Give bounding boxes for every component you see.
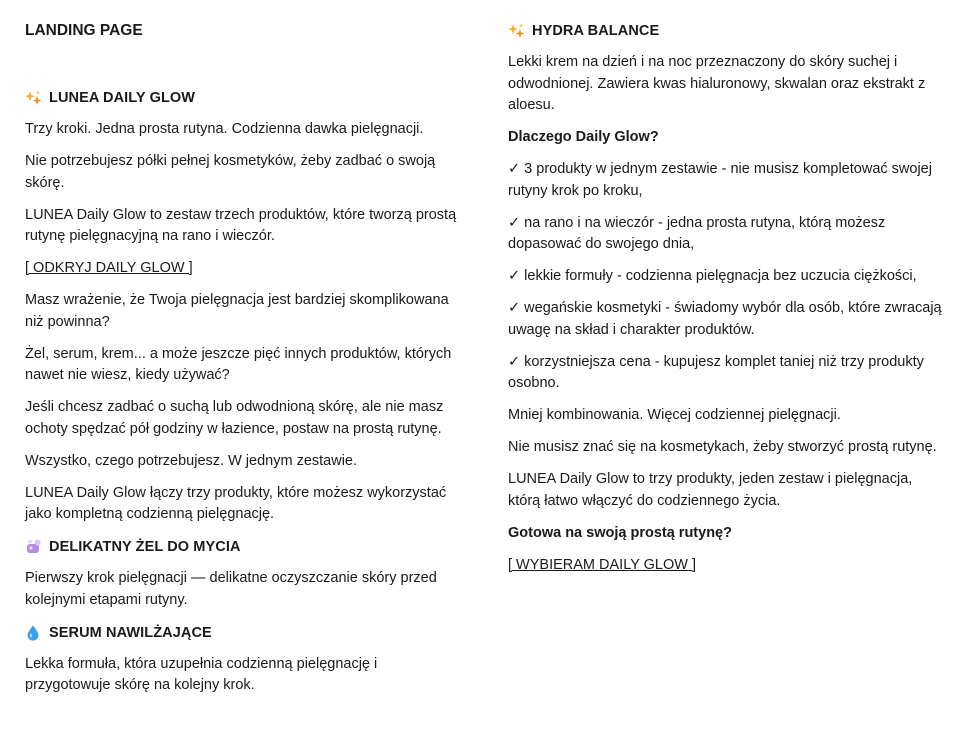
section-heading-text: LUNEA DAILY GLOW [49, 90, 196, 106]
benefit-item: ✓ lekkie formuły - codzienna pielęgnacja bez uczucia ciężkości, [508, 268, 917, 284]
benefit-item: ✓ korzystniejsza cena - kupujesz komplet taniej niż trzy produkty osobno. [508, 353, 924, 391]
paragraph: Żel, serum, krem... a może jeszcze pięć innych produktów, których nawet nie wiesz, kiedy używać? [25, 345, 452, 383]
droplet-icon [25, 625, 42, 641]
right-column [508, 19, 948, 732]
benefit-item: ✓ na rano i na wieczór - jedna prosta rutyna, którą możesz dopasować do swojego dnia, [508, 214, 886, 252]
page-title: LANDING PAGE [25, 22, 143, 39]
paragraph: Nie musisz znać się na kosmetykach, żeby stworzyć prostą rutynę. [508, 439, 937, 455]
paragraph: Masz wrażenie, że Twoja pielęgnacja jest bardziej skomplikowana niż powinna? [25, 292, 449, 330]
paragraph: Lekka formuła, która uzupełnia codzienną pielęgnację i przygotowuje skórę na kolejny krok. [25, 655, 378, 693]
choose-daily-glow-link[interactable]: [ WYBIERAM DAILY GLOW ] [508, 556, 696, 573]
paragraph: Trzy kroki. Jedna prosta rutyna. Codzienna dawka pielęgnacji. [25, 121, 424, 137]
paragraph: Pierwszy krok pielęgnacji — delikatne oczyszczanie skóry przed kolejnymi etapami rutyny. [25, 570, 437, 608]
section-heading-cleansing-gel [25, 536, 461, 558]
section-heading-serum [25, 622, 461, 644]
question-heading: Gotowa na swoją prostą rutynę? [508, 524, 732, 541]
why-heading: Dlaczego Daily Glow? [508, 129, 659, 145]
paragraph: LUNEA Daily Glow to trzy produkty, jeden zestaw i pielęgnacja, którą łatwo włączyć do codziennego życia. [508, 471, 913, 509]
sparkle-icon [508, 23, 525, 39]
paragraph: Wszystko, czego potrzebujesz. W jednym zestawie. [25, 452, 358, 469]
section-heading-text: DELIKATNY ŻEL DO MYCIA [49, 539, 241, 555]
discover-daily-glow-link[interactable]: [ ODKRYJ DAILY GLOW ] [25, 260, 193, 276]
paragraph: Lekki krem na dzień i na noc przeznaczony do skóry suchej i odwodnionej. Zawiera kwas hialuronowy, skwalan oraz ekstrakt z aloesu. [508, 54, 926, 113]
section-heading-text: SERUM NAWILŻAJĄCE [49, 624, 212, 641]
paragraph: Jeśli chcesz zadbać o suchą lub odwodnioną skórę, ale nie masz ochoty spędzać pół godziny w łazience, postaw na prostą rutynę. [25, 399, 444, 437]
section-heading-lunea-daily-glow [25, 87, 461, 109]
benefit-item: ✓ wegańskie kosmetyki - świadomy wybór dla osób, które zwracają uwagę na skład i charakter produktów. [508, 300, 942, 338]
paragraph: LUNEA Daily Glow to zestaw trzech produktów, które tworzą prostą rutynę pielęgnacyjną na rano i wieczór. [25, 206, 457, 244]
soap-icon [25, 539, 42, 555]
paragraph: Mniej kombinowania. Więcej codziennej pielęgnacji. [508, 407, 841, 423]
paragraph: Nie potrzebujesz półki pełnej kosmetyków, żeby zadbać o swoją skórę. [25, 153, 436, 191]
paragraph: LUNEA Daily Glow łączy trzy produkty, które możesz wykorzystać jako kompletną codzienną pielęgnację. [25, 484, 447, 522]
sparkle-icon [25, 90, 42, 106]
left-column [25, 19, 461, 732]
benefit-item: ✓ 3 produkty w jednym zestawie - nie musisz kompletować swojej rutyny krok po kroku, [508, 161, 932, 199]
section-heading-text: HYDRA BALANCE [532, 23, 660, 39]
section-heading-hydra-balance [508, 20, 948, 42]
